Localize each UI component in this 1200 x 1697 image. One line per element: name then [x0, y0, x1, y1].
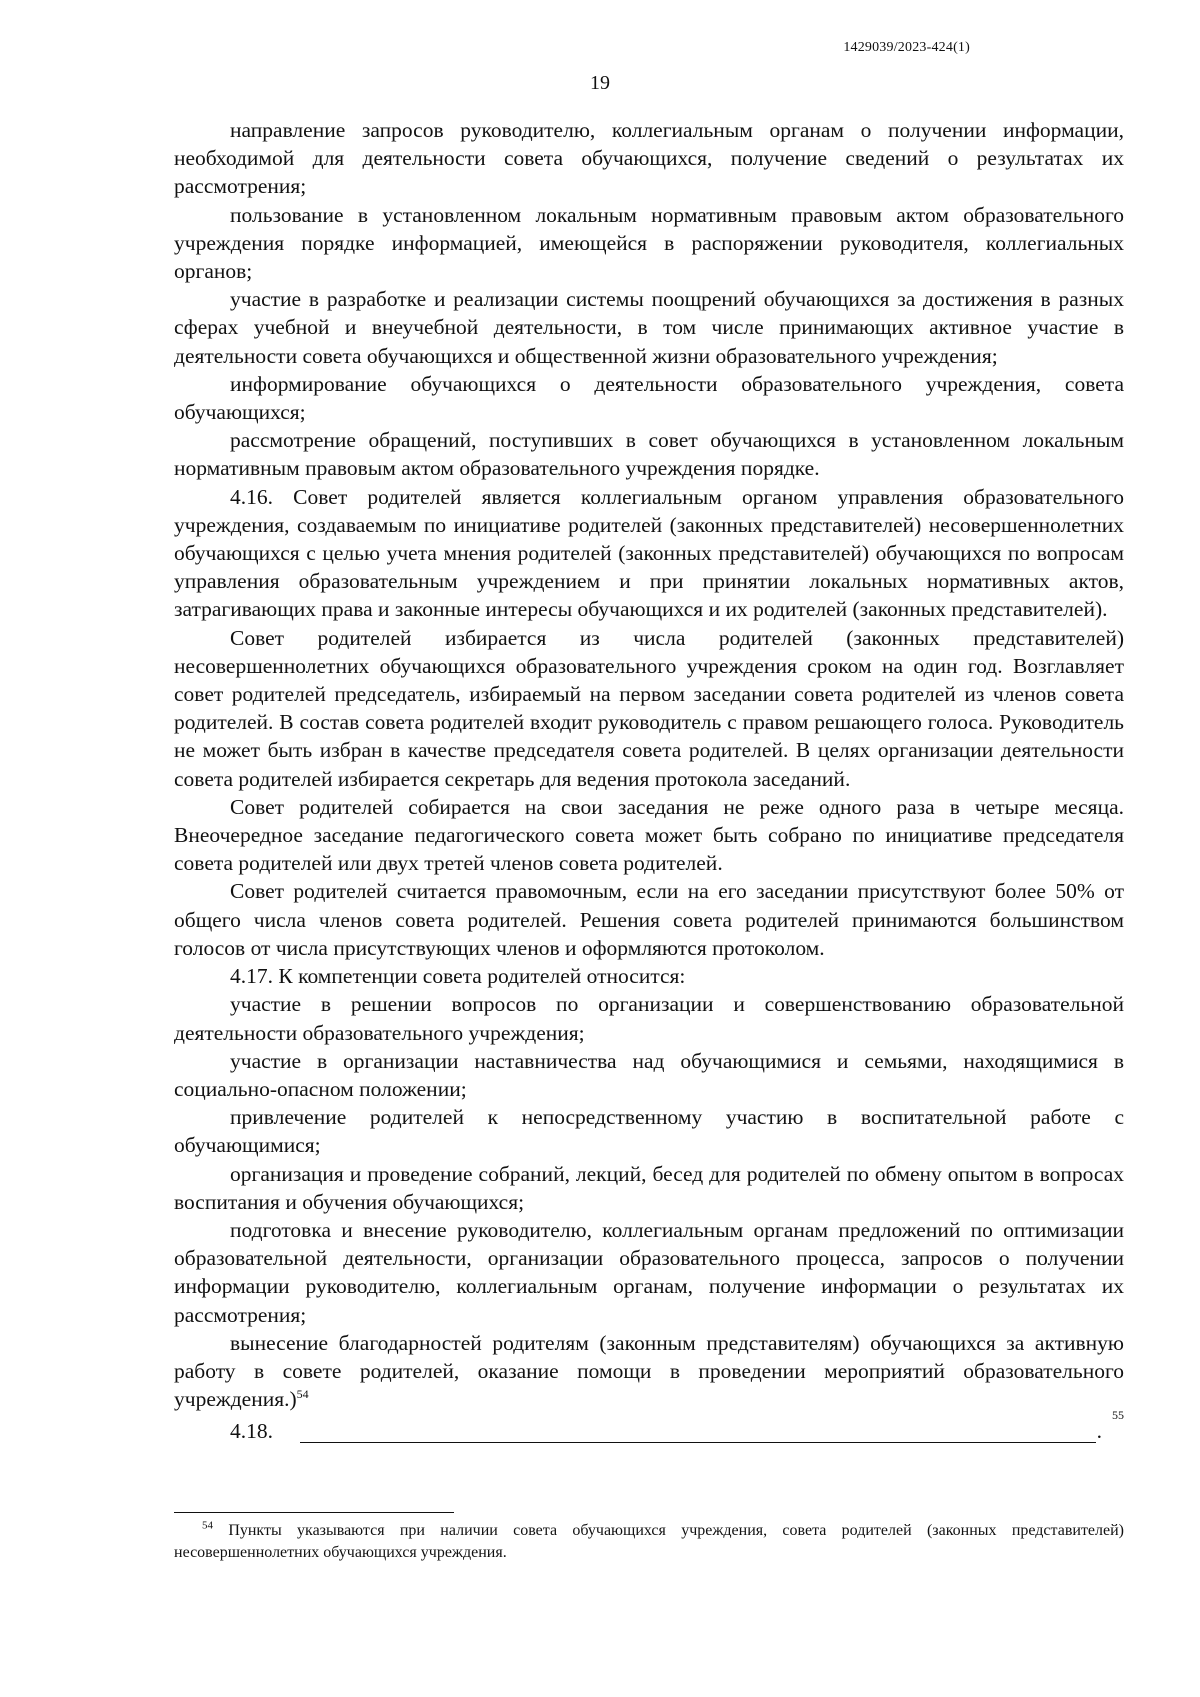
paragraph: Совет родителей избирается из числа родителей (законных представителей) несовершеннолетних обучающихся образовательного учреждения сроком на один год. Возглавляет совет родителей председатель, избираемый на первом заседании совета родителей из членов совета родителей. В состав совета родителей входит руководитель с правом решающего голоса. Руководитель не может быть избран в качестве председателя совета родителей. В целях организации деятельности совета родителей избирается секретарь для ведения протокола заседаний. [174, 625, 1124, 791]
document-number: 1429039/2023-424(1) [843, 40, 970, 55]
document-body [174, 116, 1124, 1445]
section-4-16: 4.16. Совет родителей является коллегиальным органом управления образовательного учреждения, создаваемым по инициативе родителей (законных представителей) несовершеннолетних обучающихся с целью учета мнения родителей (законных представителей) обучающихся по вопросам управления образовательным учреждением и при принятии локальных нормативных актов, затрагивающих права и законные интересы обучающихся и их родителей (законных представителей). [174, 484, 1124, 622]
paragraph-with-footnote [174, 1329, 1124, 1414]
footnote [174, 1520, 1124, 1564]
section-4-17: 4.17. К компетенции совета родителей относится: [230, 964, 686, 989]
blank-fill-line [300, 1442, 1096, 1443]
paragraph: информирование обучающихся о деятельности образовательного учреждения, совета обучающихся; [174, 371, 1124, 425]
page-number: 19 [590, 72, 610, 94]
paragraph: пользование в установленном локальным нормативным правовым актом образовательного учреждения порядке информацией, имеющейся в распоряжении руководителя, коллегиальных органов; [174, 202, 1124, 284]
footnote-reference: 54 [296, 1386, 309, 1401]
section-4-18-blank [174, 1408, 1124, 1445]
footnote-divider [174, 1512, 454, 1513]
section-number: 4.18. [230, 1419, 273, 1444]
end-mark: . [1096, 1419, 1102, 1444]
footnote-text: Пункты указываются при наличии совета обучающихся учреждения, совета родителей (законных представителей) несовершеннолетних обучающихся учреждения. [174, 1522, 1125, 1561]
paragraph: направление запросов руководителю, коллегиальным органам о получении информации, необходимой для деятельности совета обучающихся, получение сведений о результатах их рассмотрения; [174, 118, 1124, 199]
paragraph: участие в разработке и реализации системы поощрений обучающихся за достижения в разных сферах учебной и внеучебной деятельности, в том числе принимающих активное участие в деятельности совета обучающихся и общественной жизни образовательного учреждения; [174, 287, 1124, 368]
paragraph: привлечение родителей к непосредственному участию в воспитательной работе с обучающимися; [174, 1105, 1124, 1158]
paragraph-text: вынесение благодарностей родителям (законным представителям) обучающихся за активную работу в совете родителей, оказание помощи в проведении мероприятий образовательного учреждения.) [174, 1330, 1124, 1412]
paragraph: Совет родителей считается правомочным, если на его заседании присутствуют более 50% от общего числа членов совета родителей. Решения совета родителей принимаются большинством голосов от числа присутствующих членов и оформляются протоколом. [174, 879, 1124, 960]
footnote-mark: 54 [202, 1519, 213, 1532]
paragraph: участие в решении вопросов по организации и совершенствованию образовательной деятельности образовательного учреждения; [174, 992, 1124, 1045]
paragraph: рассмотрение обращений, поступивших в совет обучающихся в установленном локальным нормативным правовым актом образовательного учреждения порядке. [174, 428, 1124, 481]
footnote-reference: 55 [1112, 1408, 1124, 1423]
paragraph: организация и проведение собраний, лекций, бесед для родителей по обмену опытом в вопросах воспитания и обучения обучающихся; [174, 1161, 1124, 1214]
paragraph: участие в организации наставничества над обучающимися и семьями, находящимися в социально-опасном положении; [174, 1048, 1124, 1101]
paragraph: подготовка и внесение руководителю, коллегиальным органам предложений по оптимизации образовательной деятельности, организации образовательного процесса, запросов о получении информации руководителю, коллегиальным органам, получение информации о результатах их рассмотрения; [174, 1217, 1124, 1327]
paragraph: Совет родителей собирается на свои заседания не реже одного раза в четыре месяца. Внеочередное заседание педагогического совета может быть собрано по инициативе председателя совета родителей или двух третей членов совета родителей. [174, 794, 1124, 876]
